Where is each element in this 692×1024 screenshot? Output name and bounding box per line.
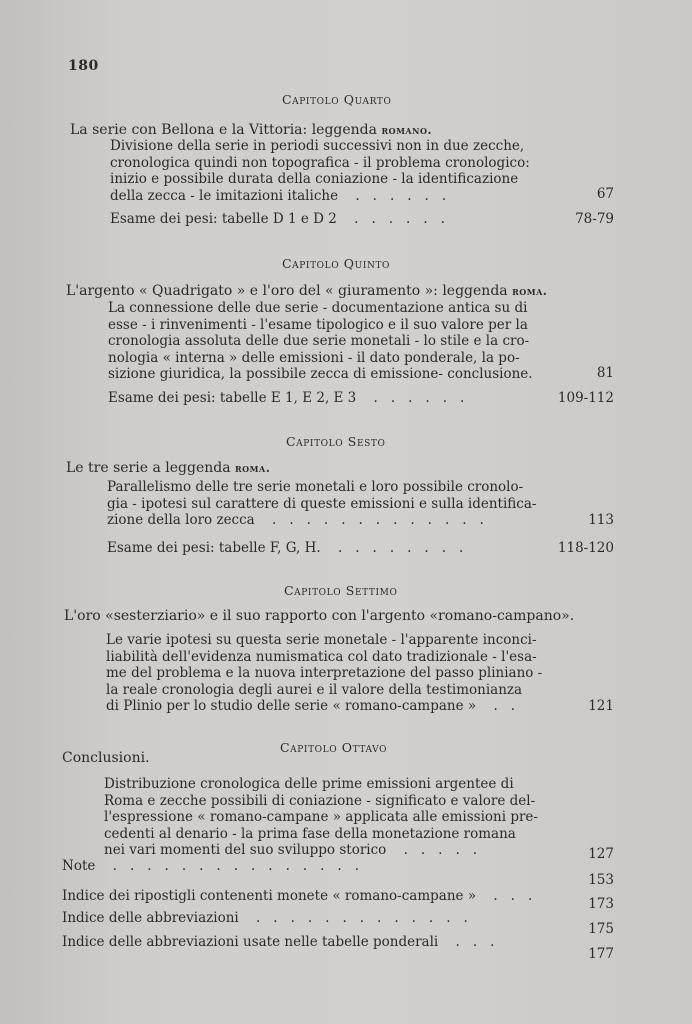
chapter-8-title: Conclusioni. <box>62 750 150 766</box>
desc-line: sizione giuridica, la possibile zecca di emissione- conclusione. <box>108 366 533 382</box>
desc-line: nologia « interna » delle emissioni - il dato ponderale, la po- <box>108 349 520 366</box>
chapter-4-title-tag: romano. <box>381 123 433 137</box>
chapter-6-description <box>107 479 536 529</box>
back-matter-abbreviations-page: 175 <box>588 921 614 937</box>
desc-line: la reale cronologia degli aurei e il valore della testimonianza <box>106 681 523 698</box>
chapter-5-weights: Esame dei pesi: tabelle E 1, E 2, E 3 ...... <box>108 390 478 406</box>
chapter-6-title-text: Le tre serie a leggenda <box>66 460 231 476</box>
desc-line: di Plinio per lo studio delle serie « romano-campane » .. <box>106 698 529 714</box>
leader-dots: ... <box>476 888 546 904</box>
desc-line: Le varie ipotesi su questa serie monetale - l'apparente inconci- <box>106 632 537 648</box>
chapter-5-weights-page: 109-112 <box>557 390 614 406</box>
chapter-5-description <box>108 300 533 383</box>
leader-dots: ............. <box>254 512 497 528</box>
chapter-6-title <box>66 460 270 476</box>
chapter-7-title: L'oro «sesterziario» e il suo rapporto con l'argento «romano-campano». <box>64 608 575 624</box>
leader-dots: .. <box>476 698 529 714</box>
back-matter-hoards-page: 173 <box>588 896 614 912</box>
desc-line: cronologia assoluta delle due serie monetali - lo stile e la cro- <box>108 333 530 349</box>
chapter-4-title-text: La serie con Bellona e la Vittoria: leggenda <box>70 122 377 138</box>
leader-dots: ... <box>438 934 508 950</box>
chapter-4-weights: Esame dei pesi: tabelle D 1 e D 2 ...... <box>110 211 458 227</box>
leader-dots: ...... <box>336 211 458 227</box>
chapter-5-title <box>66 283 547 299</box>
chapter-7-heading: Capitolo Settimo <box>284 583 398 598</box>
leader-dots: ........ <box>320 540 477 556</box>
chapter-4-weights-page: 78-79 <box>575 211 614 227</box>
leader-dots: ..... <box>386 842 491 858</box>
chapter-6-page: 113 <box>588 512 614 528</box>
chapter-5-page: 81 <box>596 365 614 381</box>
leader-dots: ............. <box>238 910 481 926</box>
leader-dots: ...... <box>338 187 460 204</box>
back-matter-hoards: Indice dei ripostigli contenenti monete « romano-campane » ... <box>62 888 546 904</box>
page-number: 180 <box>68 58 99 74</box>
desc-line: liabilità dell'evidenza numismatica col dato tradizionale - l'esa- <box>106 648 537 665</box>
desc-line: nei vari momenti del suo sviluppo storico ..... <box>104 842 491 858</box>
desc-line: inizio e possibile durata della coniazione - la identificazione <box>110 171 519 187</box>
back-matter-note: Note ............... <box>62 858 373 874</box>
chapter-8-description <box>104 776 538 859</box>
desc-line: esse - i rinvenimenti - l'esame tipologico e il suo valore per la <box>108 316 528 333</box>
chapter-6-weights: Esame dei pesi: tabelle F, G, H. ........ <box>107 540 477 556</box>
desc-line: Roma e zecche possibili di coniazione - significato e valore del- <box>104 792 536 809</box>
desc-line: zione della loro zecca ............. <box>107 512 497 528</box>
desc-line: Distribuzione cronologica delle prime emissioni argentee di <box>104 776 514 792</box>
chapter-4-description <box>110 138 530 204</box>
chapter-5-title-tag: roma. <box>512 284 548 298</box>
chapter-7-page: 121 <box>588 698 614 714</box>
desc-line: me del problema e la nuova interpretazione del passo pliniano - <box>106 665 543 681</box>
chapter-5-title-text: L'argento « Quadrigato » e l'oro del « giuramento »: leggenda <box>66 283 508 299</box>
leader-dots: ...... <box>356 390 478 406</box>
leader-dots: ............... <box>95 858 373 874</box>
back-matter-abbreviations: Indice delle abbreviazioni ............. <box>62 910 481 926</box>
chapter-6-weights-page: 118-120 <box>557 540 614 556</box>
chapter-4-title <box>70 122 432 138</box>
desc-line: Divisione della serie in periodi successivi non in due zecche, <box>110 138 525 154</box>
desc-line: cronologica quindi non topografica - il problema cronologico: <box>110 154 530 171</box>
chapter-6-title-tag: roma. <box>235 461 271 475</box>
desc-line: gia - ipotesi sul carattere di queste emissioni e sulla identifica- <box>107 495 537 512</box>
chapter-4-heading: Capitolo Quarto <box>282 92 392 107</box>
desc-line: della zecca - le imitazioni italiche ...... <box>110 187 460 204</box>
chapter-4-page: 67 <box>596 186 614 202</box>
chapter-5-heading: Capitolo Quinto <box>282 256 391 271</box>
desc-line: La connessione delle due serie - documentazione antica su di <box>108 300 528 316</box>
back-matter-weight-abbreviations-page: 177 <box>588 946 614 962</box>
chapter-7-description <box>106 632 542 715</box>
back-matter-note-page: 153 <box>588 872 614 888</box>
chapter-8-page: 127 <box>588 846 614 862</box>
desc-line: l'espressione « romano-campane » applicata alle emissioni pre- <box>104 809 538 825</box>
back-matter-weight-abbreviations: Indice delle abbreviazioni usate nelle tabelle ponderali ... <box>62 934 508 950</box>
chapter-8-heading: Capitolo Ottavo <box>280 740 388 755</box>
desc-line: Parallelismo delle tre serie monetali e loro possibile cronolo- <box>107 479 524 495</box>
desc-line: cedenti al denario - la prima fase della monetazione romana <box>104 825 516 842</box>
chapter-6-heading: Capitolo Sesto <box>286 434 386 449</box>
